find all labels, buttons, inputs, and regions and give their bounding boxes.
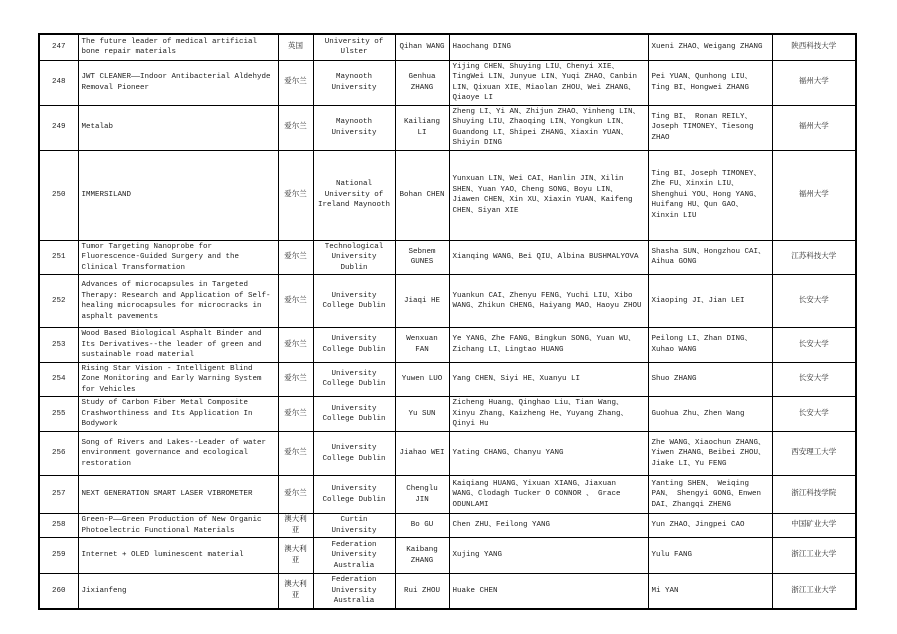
cell-advisors: Yun ZHAO、Jingpei CAO [648,514,772,538]
cell-country: 爱尔兰 [278,432,313,476]
table-row [39,105,856,150]
cell-project-title: Jixianfeng [78,574,278,609]
cell-country: 爱尔兰 [278,476,313,514]
table-row [39,476,856,514]
table-row [39,432,856,476]
cell-row-number: 250 [39,150,78,240]
cell-cn-university: 长安大学 [772,397,856,432]
cell-row-number: 255 [39,397,78,432]
cell-country: 爱尔兰 [278,397,313,432]
table-row [39,275,856,328]
cell-team-leader: Bo GU [395,514,449,538]
table-row [39,150,856,240]
cell-project-title: JWT CLEANER——Indoor Antibacterial Aldehyde Removal Pioneer [78,60,278,105]
cell-host-university: National University of Ireland Maynooth [313,150,395,240]
cell-team-leader: Bohan CHEN [395,150,449,240]
cell-advisors: Peilong LI、Zhan DING、Xuhao WANG [648,328,772,363]
cell-row-number: 252 [39,275,78,328]
cell-team-leader: Yu SUN [395,397,449,432]
cell-host-university: Curtin University [313,514,395,538]
cell-team-members: Chen ZHU、Feilong YANG [449,514,648,538]
cell-advisors: Guohua Zhu、Zhen Wang [648,397,772,432]
table-row [39,538,856,574]
cell-country: 爱尔兰 [278,105,313,150]
cell-project-title: Green-P——Green Production of New Organic Photoelectric Functional Materials [78,514,278,538]
cell-team-leader: Kailiang LI [395,105,449,150]
cell-host-university: University College Dublin [313,476,395,514]
cell-advisors: Ting BI、 Ronan REILY、Joseph TIMONEY、Tiesong ZHAO [648,105,772,150]
table-row [39,514,856,538]
cell-project-title: Study of Carbon Fiber Metal Composite Crashworthiness and Its Application In Bodywork [78,397,278,432]
cell-country: 爱尔兰 [278,328,313,363]
cell-row-number: 251 [39,240,78,275]
cell-project-title: Tumor Targeting Nanoprobe for Fluorescence-Guided Surgery and the Clinical Transformation [78,240,278,275]
cell-row-number: 247 [39,34,78,60]
cell-team-members: Haochang DING [449,34,648,60]
cell-cn-university: 长安大学 [772,275,856,328]
cell-team-members: Xianqing WANG、Bei QIU、Albina BUSHMALYOVA [449,240,648,275]
cell-team-leader: Yuwen LUO [395,362,449,397]
cell-project-title: Song of Rivers and Lakes--Leader of water environment governance and ecological restoration [78,432,278,476]
cell-country: 爱尔兰 [278,150,313,240]
cell-advisors: Zhe WANG、Xiaochun ZHANG、Yiwen ZHANG、Beibei ZHOU、Jiake LI、Yu FENG [648,432,772,476]
cell-cn-university: 浙江科技学院 [772,476,856,514]
cell-country: 爱尔兰 [278,60,313,105]
cell-cn-university: 长安大学 [772,362,856,397]
table-row [39,34,856,60]
cell-advisors: Mi YAN [648,574,772,609]
cell-country: 澳大利亚 [278,538,313,574]
cell-advisors: Shuo ZHANG [648,362,772,397]
cell-cn-university: 长安大学 [772,328,856,363]
cell-advisors: Yulu FANG [648,538,772,574]
cell-advisors: Shasha SUN、Hongzhou CAI、Aihua GONG [648,240,772,275]
cell-cn-university: 浙江工业大学 [772,574,856,609]
cell-row-number: 253 [39,328,78,363]
cell-team-members: Xujing YANG [449,538,648,574]
cell-cn-university: 中国矿业大学 [772,514,856,538]
table-row [39,397,856,432]
cell-cn-university: 西安理工大学 [772,432,856,476]
cell-team-leader: Kaibang ZHANG [395,538,449,574]
cell-team-members: Yunxuan LIN、Wei CAI、Hanlin JIN、Xilin SHEN、Yuan YAO、Cheng SONG、Boyu LIN、Jiawen CHEN、Xin XU、Xiaxin YUAN、Kaifeng CHEN、Siyan XIE [449,150,648,240]
cell-project-title: Internet + OLED luminescent material [78,538,278,574]
cell-advisors: Xiaoping JI、Jian LEI [648,275,772,328]
cell-country: 英国 [278,34,313,60]
cell-host-university: Maynooth University [313,60,395,105]
cell-team-members: Huake CHEN [449,574,648,609]
cell-host-university: University College Dublin [313,397,395,432]
table-row [39,574,856,609]
cell-row-number: 256 [39,432,78,476]
cell-advisors: Xueni ZHAO、Weigang ZHANG [648,34,772,60]
cell-project-title: Wood Based Biological Asphalt Binder and Its Derivatives--the leader of green and sustainable road material [78,328,278,363]
cell-country: 澳大利亚 [278,574,313,609]
cell-project-title: Metalab [78,105,278,150]
cell-host-university: University College Dublin [313,432,395,476]
cell-team-leader: Sebnem GUNES [395,240,449,275]
cell-host-university: Federation University Australia [313,538,395,574]
cell-project-title: The future leader of medical artificial bone repair materials [78,34,278,60]
table-row [39,328,856,363]
cell-advisors: Pei YUAN、Qunhong LIU、Ting BI、Hongwei ZHANG [648,60,772,105]
cell-host-university: University College Dublin [313,362,395,397]
cell-row-number: 248 [39,60,78,105]
cell-team-leader: Jiahao WEI [395,432,449,476]
cell-project-title: IMMERSILAND [78,150,278,240]
cell-cn-university: 福州大学 [772,60,856,105]
cell-advisors: Ting BI、Joseph TIMONEY、Zhe FU、Xinxin LIU、Shenghui YOU、Hong YANG、Huifang HU、Qun GAO、Xinxin LIU [648,150,772,240]
cell-team-members: Yating CHANG、Chanyu YANG [449,432,648,476]
table-row [39,60,856,105]
results-table-body [39,34,856,609]
cell-host-university: University College Dublin [313,328,395,363]
cell-team-leader: Rui ZHOU [395,574,449,609]
cell-team-leader: Chenglu JIN [395,476,449,514]
cell-host-university: Technological University Dublin [313,240,395,275]
cell-row-number: 258 [39,514,78,538]
cell-advisors: Yanting SHEN、 Weiqing PAN、 Shengyi GONG、Enwen DAI、Zhangqi ZHENG [648,476,772,514]
cell-host-university: Federation University Australia [313,574,395,609]
cell-team-leader: Wenxuan FAN [395,328,449,363]
cell-team-leader: Jiaqi HE [395,275,449,328]
cell-team-members: Yijing CHEN、Shuying LIU、Chenyi XIE、TingWei LIN、Junyue LIN、Yuqi ZHAO、Canbin LIN、Qixuan XIE、Miaolan ZHOU、Wei ZHANG、Qiaoye LI [449,60,648,105]
cell-cn-university: 陕西科技大学 [772,34,856,60]
cell-host-university: Maynooth University [313,105,395,150]
cell-team-members: Yang CHEN、Siyi HE、Xuanyu LI [449,362,648,397]
cell-team-leader: Genhua ZHANG [395,60,449,105]
cell-team-members: Yuankun CAI、Zhenyu FENG、Yuchi LIU、Xibo WANG、Zhikun CHENG、Haiyang MAO、Haoyu ZHOU [449,275,648,328]
cell-team-members: Zheng LI、Yi AN、Zhijun ZHAO、Yinheng LIN、Shuying LIU、Zhaoqing LIN、Yongkun LIN、Guandong LI、Shipei ZHANG、Xiaxin YUAN、Shiyin DING [449,105,648,150]
cell-project-title: Rising Star Vision - Intelligent Blind Zone Monitoring and Early Warning System for Vehicles [78,362,278,397]
project-roster-table [38,33,857,610]
cell-team-leader: Qihan WANG [395,34,449,60]
cell-country: 澳大利亚 [278,514,313,538]
cell-cn-university: 江苏科技大学 [772,240,856,275]
cell-cn-university: 浙江工业大学 [772,538,856,574]
cell-country: 爱尔兰 [278,275,313,328]
cell-project-title: Advances of microcapsules in Targeted Therapy: Research and Application of Self-healing microcapsules for microcracks in asphalt pavements [78,275,278,328]
cell-cn-university: 福州大学 [772,150,856,240]
cell-row-number: 257 [39,476,78,514]
cell-team-members: Zicheng Huang、Qinghao Liu、Tian Wang、Xinyu Zhang、Kaizheng He、Yuyang Zhang、Qinyi Hu [449,397,648,432]
cell-row-number: 254 [39,362,78,397]
cell-country: 爱尔兰 [278,240,313,275]
table-row [39,362,856,397]
cell-host-university: University of Ulster [313,34,395,60]
cell-row-number: 259 [39,538,78,574]
cell-team-members: Kaiqiang HUANG、Yixuan XIANG、Jiaxuan WANG、Clodagh Tucker O CONNOR 、 Grace ODUNLAMI [449,476,648,514]
table-row [39,240,856,275]
cell-team-members: Ye YANG、Zhe FANG、Bingkun SONG、Yuan WU、Zichang LI、Lingtao HUANG [449,328,648,363]
cell-row-number: 249 [39,105,78,150]
cell-row-number: 260 [39,574,78,609]
cell-country: 爱尔兰 [278,362,313,397]
cell-project-title: NEXT GENERATION SMART LASER VIBROMETER [78,476,278,514]
cell-host-university: University College Dublin [313,275,395,328]
cell-cn-university: 福州大学 [772,105,856,150]
